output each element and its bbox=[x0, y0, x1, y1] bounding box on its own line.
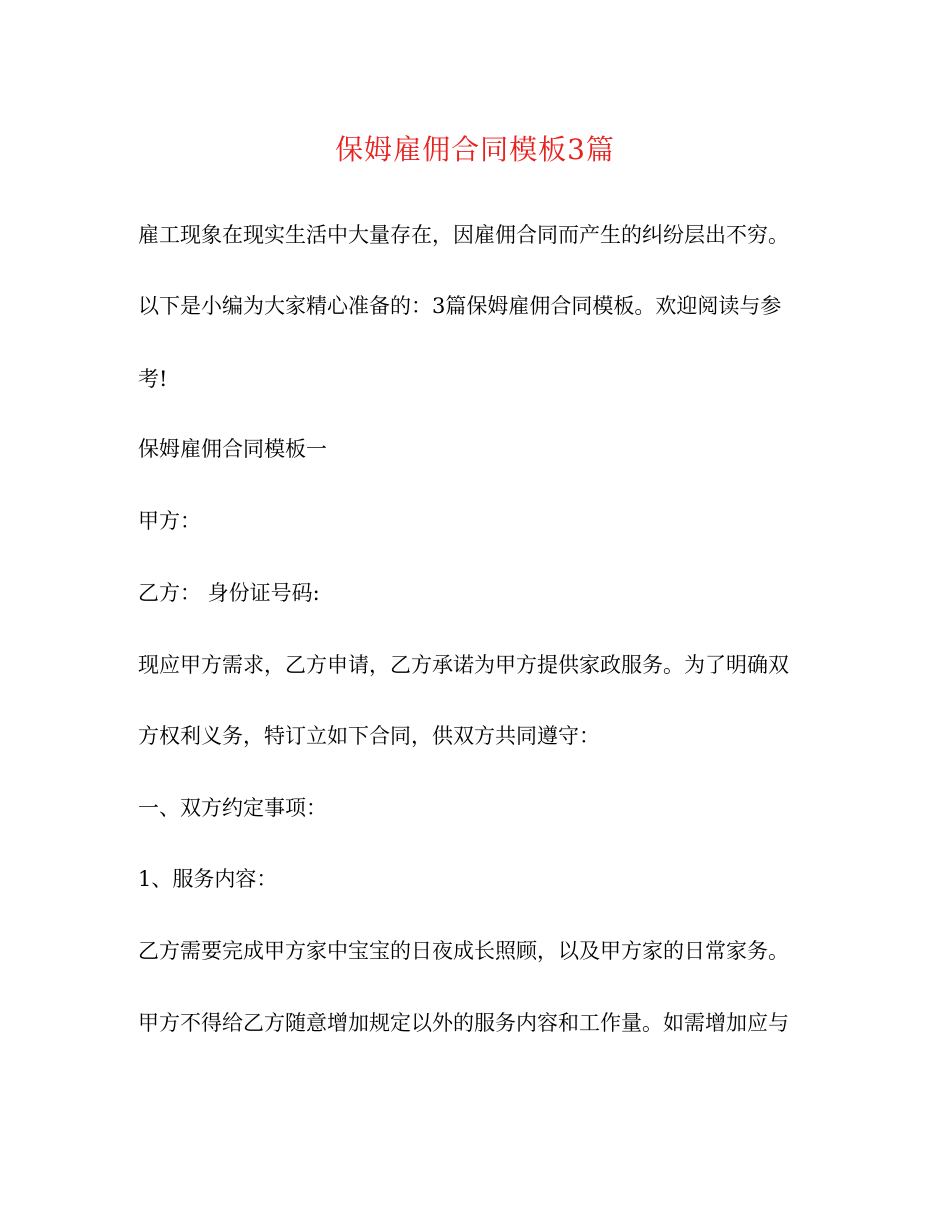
body-line: 现应甲方需求，乙方申请，乙方承诺为甲方提供家政服务。为了明确双 bbox=[138, 653, 789, 677]
clause-subheading: 1、服务内容： bbox=[138, 867, 278, 891]
body-line: 乙方需要完成甲方家中宝宝的日夜成长照顾，以及甲方家的日常家务。 bbox=[138, 939, 789, 963]
clause-heading: 一、双方约定事项： bbox=[138, 796, 327, 820]
party-b-line: 乙方： 身份证号码: bbox=[138, 581, 320, 605]
section-heading: 保姆雇佣合同模板一 bbox=[138, 437, 327, 461]
body-line: 方权利义务，特订立如下合同，供双方共同遵守： bbox=[138, 724, 600, 748]
party-a-line: 甲方： bbox=[138, 509, 201, 533]
body-line: 雇工现象在现实生活中大量存在，因雇佣合同而产生的纠纷层出不穷。 bbox=[138, 223, 789, 247]
body-line: 甲方不得给乙方随意增加规定以外的服务内容和工作量。如需增加应与 bbox=[138, 1011, 789, 1035]
document-title: 保姆雇佣合同模板3篇 bbox=[335, 133, 615, 166]
body-line: 以下是小编为大家精心准备的：3篇保姆雇佣合同模板。欢迎阅读与参 bbox=[138, 294, 782, 318]
body-line: 考! bbox=[138, 367, 168, 391]
